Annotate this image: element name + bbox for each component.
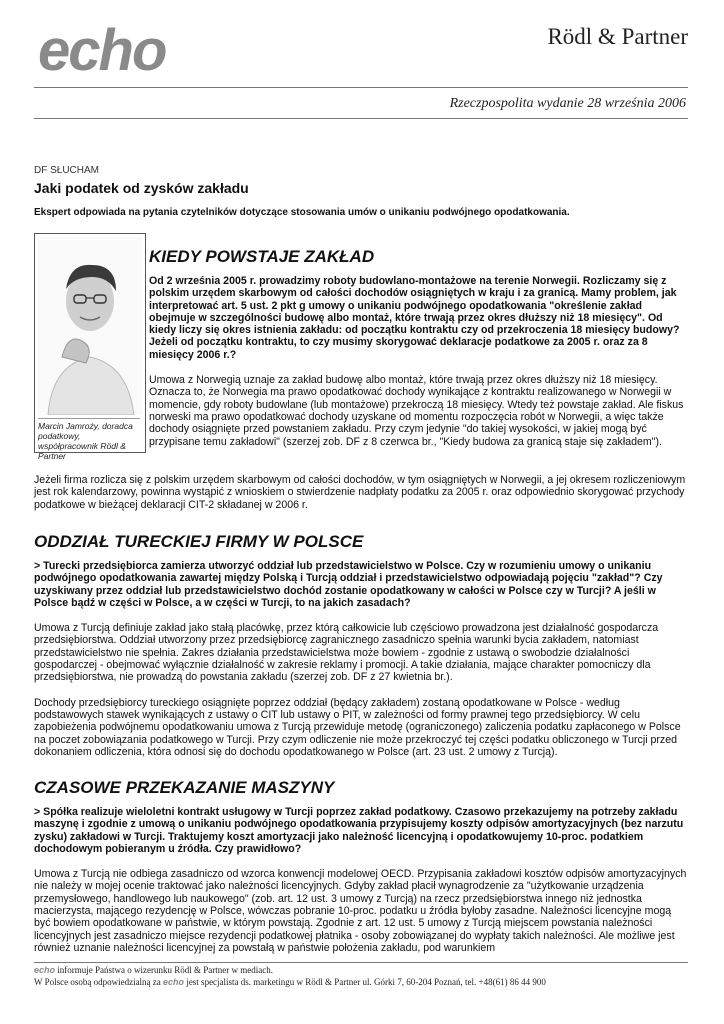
section-1-heading: KIEDY POWSTAJE ZAKŁAD (149, 247, 375, 266)
section-1-question: Od 2 września 2005 r. prowadzimy roboty budowlano-montażowe na terenie Norwegii. Rozliczamy się z polskim urzędem skarbowym od całości dochodów osiągniętych w kraju i za granicą. Mamy problem, jak interpretować art. 5 ust. 2 pkt g umowy o unikaniu podwójnego opodatkowania "określenie zakład obejmuje w szczególności budowę albo montaż, które trwają przez okres dłuższy niż 18 miesięcy". Od kiedy liczy się okres istnienia zakładu: od początku kontraktu czy od przekroczenia 18 miesięcy budowy? Jeżeli od początku kontraktu, to czy musimy skorygować deklaracje podatkowe za 2005 r. oraz za 8 miesięcy 2006 r.? (149, 275, 680, 361)
photo-caption: Marcin Jamroży, doradca podatkowy, współpracownik Rödl & Partner (38, 418, 140, 461)
header-rule-top (34, 87, 688, 88)
article-title: Jaki podatek od zysków zakładu (34, 180, 249, 196)
section-2-answer-2: Dochody przedsiębiorcy tureckiego osiągnięte poprzez oddział (będący zakładem) zostaną opodatkowane w Polsce - według podstawowych stawek wynikających z ustawy o CIT lub ustawy o PIT, w zależności od formy prawnej tego przedsiębiorcy. W celu zapobieżenia podwójnemu opodatkowaniu umowa z Turcją przewiduje metodę (ograniczonego) zaliczenia podatku zapłaconego w Polsce na poczet zobowiązania podatkowego w Turcji. Przy czym odliczenie nie może przekroczyć tej części podatku obliczonego w Turcji przed dokonaniem odliczenia, która odnosi się do dochodu opodatkowanego w Polsce (art. 23 ust. 2 umowy z Turcją). (34, 696, 681, 758)
section-3 (34, 778, 689, 954)
section-3-heading: CZASOWE PRZEKAZANIE MASZYNY (34, 778, 335, 797)
section-2-heading: ODDZIAŁ TURECKIEJ FIRMY W POLSCE (34, 532, 364, 551)
footer-line-1 (34, 965, 688, 975)
section-1 (149, 247, 689, 448)
footer-echo-brand-2: echo (163, 977, 185, 987)
section-2 (34, 532, 689, 758)
article-lead: Ekspert odpowiada na pytania czytelników dotyczące stosowania umów o unikaniu podwójnego opodatkowania. (34, 207, 570, 218)
section-2-answer-1: Umowa z Turcją definiuje zakład jako stałą placówkę, przez którą całkowicie lub częściowo prowadzona jest działalność gospodarcza przedsiębiorstwa. Oddział utworzony przez przedsiębiorcę zagranicznego zasadniczo spełnia warunki bycia zakładem, natomiast przedstawicielstwo nie spełnia. Zakres działania przedstawicielstwa może bowiem - zgodnie z ustawą o swobodzie działalności gospodarczej - obejmować wyłącznie działalność w zakresie reklamy i promocji. A takie działania, mające charakter pomocniczy dla przedsiębiorstwa, nie prowadzą do powstania zakładu (szerzej zob. DF z 27 kwietnia br.). (34, 622, 659, 684)
section-1-answer-1: Umowa z Norwegią uznaje za zakład budowę albo montaż, które trwają przez okres dłuższy niż 18 miesięcy. Oznacza to, że Norwegia ma prawo opodatkować dochody wynikające z kontraktu realizowanego w Norwegii w momencie, gdy roboty budowlane (lub montażowe) przekroczą 18 miesięcy. Wtedy też powstaje zakład. Ale fiskus norweski ma prawo opodatkować dochody uzyskane od momentu rozpoczęcia robót w Norwegii, a więc także dochody osiągnięte przed powstaniem zakładu. Przy czym jedynie "do takiej wysokości, w jakiej mogą być przypisane temu zakładowi" (szerzej zob. DF z 8 czerwca br., "Kiedy budowa za granicą staje się zakładem"). (149, 374, 684, 448)
echo-logo: echo (38, 18, 166, 83)
footer-line-2-post: jest specjalista ds. marketingu w Rödl & Partner ul. Górki 7, 60-204 Poznań, tel. +48(61) 86 44 900 (186, 977, 546, 987)
footer-line-2-pre: W Polsce osobą odpowiedzialną za (34, 977, 161, 987)
section-3-answer-1: Umowa z Turcją nie odbiega zasadniczo od wzorca konwencji modelowej OECD. Przypisania zakładowi kosztów odpisów amortyzacyjnych nie należy w mojej ocenie traktować jako należności licencyjnych. Gdyby zakład płacił wynagrodzenie za "użytkowanie urządzenia przemysłowego, handlowego lub naukowego" (zob. art. 12 ust. 3 umowy z Turcją) na rzecz przedsiębiorstwa innego niż jednostka macierzysta, mającego rezydencję w Polsce, wówczas pobranie 10-proc. podatku u źródła byłoby zasadne. Należności licencyjne mogą być bowiem opodatkowane w państwie, w którym powstają. Zgodnie z art. 12 ust. 5 umowy z Turcją miejscem powstania należności licencyjnych jest zasadniczo miejsce rezydencji podatkowej płatnika - osoby zobowiązanej do wypłaty takich należności. Ale możliwe jest również uznanie należności licencyjnej za powstałą w państwie położenia zakładu, pod warunkiem (34, 868, 687, 954)
publication-info: Rzeczpospolita wydanie 28 września 2006 (449, 96, 686, 111)
author-photo-frame (34, 233, 146, 461)
section-1-cont (34, 474, 689, 511)
footer-echo-brand: echo (34, 965, 56, 975)
section-1-answer-2: Jeżeli firma rozlicza się z polskim urzędem skarbowym od całości dochodów, w tym osiągniętych w Norwegii, a jej okresem rozliczeniowym jest rok kalendarzowy, powinna wystąpić z wnioskiem o stwierdzenie nadpłaty podatku za 2005 r. oraz odpowiednio skorygować przychody podatkowe w bieżącej deklaracji CIT-2 składanej w 2006 r. (34, 474, 686, 511)
header-rule-bottom (34, 118, 688, 119)
section-3-question: > Spółka realizuje wieloletni kontrakt usługowy w Turcji poprzez zakład podatkowy. Czasowo przekazujemy na potrzeby zakładu maszynę i zgodnie z umową o unikaniu podwójnego opodatkowania przypisujemy koszty odpisów amortyzacyjnych (bez narzutu zysku) zakładowi w Turcji. Traktujemy koszt amortyzacji jako należność licencyjną i opodatkowujemy 10-proc. podatkiem dochodowym pobieranym u źródła. Czy prawidłowo? (34, 806, 684, 855)
section-2-question: > Turecki przedsiębiorca zamierza utworzyć oddział lub przedstawicielstwo w Polsce. Czy w rozumieniu umowy o unikaniu podwójnego opodatkowania zawartej między Polską i Turcją oddział i przedstawicielstwo odpowiadają pojęciu "zakład"? Czy uzyskiwany przez oddział lub przedstawicielstwo dochód zostanie opodatkowany w całości w Polsce czy w Turcji? A jeśli w Polsce bądź w części w Polsce, a w części w Turcji, to na jakich zasadach? (34, 560, 663, 609)
brand-name: Rödl & Partner (547, 24, 688, 49)
author-portrait (38, 237, 142, 415)
footer-line-2 (34, 977, 688, 987)
footer-line-1-text: informuje Państwa o wizerunku Rödl & Partner w mediach. (57, 965, 273, 975)
footer-rule (34, 962, 688, 963)
section-label: DF SŁUCHAM (34, 165, 100, 176)
